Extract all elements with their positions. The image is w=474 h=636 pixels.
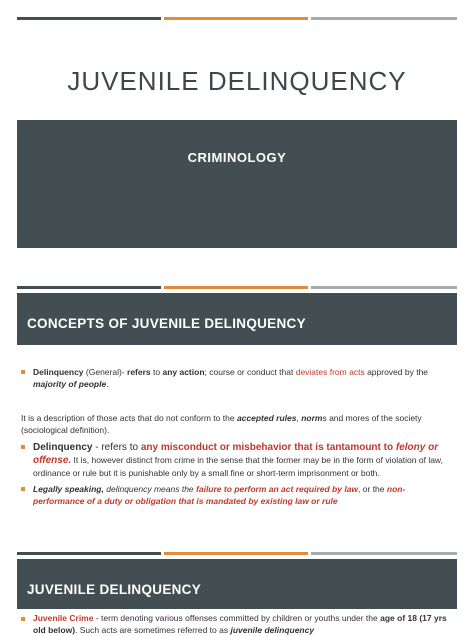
accent-bar-orange [164, 17, 308, 20]
term: age of 18 (17 yrs old below) [33, 613, 447, 635]
slide-subtitle: CRIMINOLOGY [187, 150, 287, 165]
slide-title: JUVENILE DELINQUENCY [67, 66, 407, 96]
text-run: It is a description of those acts that do not conform to the [21, 413, 237, 423]
section-header-band [17, 293, 457, 345]
text-run: delinquency means the [103, 484, 197, 494]
paragraph [21, 412, 451, 436]
title-band [17, 120, 457, 248]
highlight-text: deviates from acts [295, 367, 365, 377]
bullet-marker [21, 617, 25, 621]
text-run: , [296, 413, 302, 423]
highlight-text: non-performance of a duty or obligation that is mandated by existing law or rule [33, 484, 406, 506]
emphasis-text: Legally speaking, [33, 484, 104, 494]
term: refers [127, 367, 151, 377]
text-run: - refers to [92, 442, 141, 453]
text-run: , or the [358, 484, 387, 494]
bullet-marker [21, 445, 25, 449]
highlight-text: Juvenile Crime [33, 613, 94, 623]
text-run: . Such acts are sometimes referred to as [75, 625, 231, 635]
emphasis-text: juvenile delinquency [230, 625, 315, 635]
highlight-text: any misconduct or misbehavior that is tantamount to [140, 442, 396, 453]
text-run: . [106, 379, 109, 389]
emphasis-text: majority of people [33, 379, 107, 389]
accent-bar-gray [311, 17, 457, 20]
term: any action [162, 367, 205, 377]
highlight-text: felony or offense. [33, 442, 439, 466]
term: Delinquency [33, 367, 84, 377]
accent-bar-orange [164, 286, 308, 289]
accent-bar-gray [311, 286, 457, 289]
bullet-marker [21, 370, 25, 374]
accent-bar-gray [311, 552, 457, 555]
text-run: s and mores of the society (sociological definition). [21, 413, 422, 435]
emphasis-text: norm [301, 413, 323, 423]
bullet-paragraph [33, 441, 453, 479]
emphasis-text: accepted rules [236, 413, 297, 423]
accent-bar-orange [164, 552, 308, 555]
bullet-paragraph [33, 366, 453, 390]
highlight-text: failure to perform an act required by law [196, 484, 359, 494]
bullet-paragraph [33, 483, 453, 507]
accent-bar-dark [17, 286, 161, 289]
text-run: ; course or conduct that [204, 367, 296, 377]
section-heading: JUVENILE DELINQUENCY [27, 582, 202, 597]
bullet-paragraph [33, 612, 453, 636]
text-run: approved by the [364, 367, 429, 377]
text-run: - term denoting various offenses committed by children or youths under the [93, 613, 381, 623]
section-heading: CONCEPTS OF JUVENILE DELINQUENCY [27, 316, 306, 331]
text-run: It is, however distinct from crime in the sense that the former may be in the form of violation of law, ordinance or rule but it is punishable only by a small fine or short-term imprisonment or both. [33, 455, 443, 478]
accent-bar-dark [17, 552, 161, 555]
term: Delinquency [33, 442, 93, 453]
accent-bar-dark [17, 17, 161, 20]
section-header-band [17, 559, 457, 609]
text-run: (General)- [83, 367, 128, 377]
bullet-marker [21, 487, 25, 491]
text-run: to [150, 367, 163, 377]
